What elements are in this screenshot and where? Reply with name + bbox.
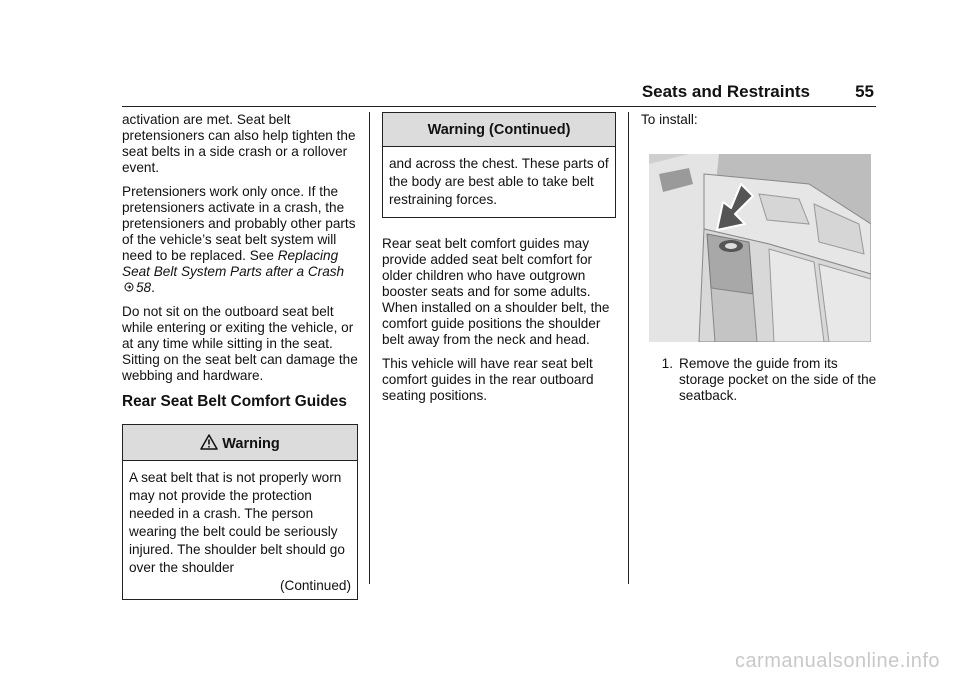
warning-title: Warning (Continued)	[427, 122, 571, 138]
warning-body	[383, 147, 615, 217]
warning-header	[383, 113, 615, 147]
step-number: 1.	[661, 356, 673, 371]
column-divider	[628, 112, 629, 584]
paragraph: This vehicle will have rear seat belt comfort guides in the rear outboard seating positions.	[382, 356, 594, 403]
warning-body	[123, 461, 357, 599]
warning-text: and across the chest. These parts of the body are best able to take belt restraining forces.	[389, 156, 609, 207]
section-title: Rear Seat Belt Comfort Guides	[122, 393, 347, 410]
warning-triangle-icon	[200, 434, 218, 450]
warning-box	[122, 424, 358, 600]
page-header	[122, 80, 876, 107]
continued-label: (Continued)	[279, 578, 351, 593]
step-1	[641, 356, 877, 404]
xref-arrow-icon	[124, 282, 134, 292]
warning-header	[123, 425, 357, 461]
warning-box-continued	[382, 112, 616, 218]
paragraph-text: Pretensioners work only once. If the pretensioners activate in a crash, the pretensioners and probably other parts of the vehicle’s seat belt system will need to be replaced. See	[122, 184, 356, 263]
paragraph	[122, 184, 358, 296]
paragraph: Rear seat belt comfort guides may provide added seat belt comfort for older children who have outgrown booster seats and for some adults. When installed on a shoulder belt, the comfort guide positions the shoulder belt away from the neck and head.	[382, 236, 610, 347]
step-text: Remove the guide from its storage pocket on the side of the seatback.	[679, 356, 877, 403]
seat-comfort-guide-illustration	[649, 154, 871, 342]
watermark[interactable]: carmanualsonline.info	[734, 650, 940, 672]
paragraph: Do not sit on the outboard seat belt while entering or exiting the vehicle, or at any time while sitting in the seat. Sitting on the seat belt can damage the webbing and hardware.	[122, 304, 358, 383]
intro-text: To install:	[641, 112, 698, 127]
column-3	[641, 112, 877, 404]
section-header-title: Seats and Restraints	[641, 82, 810, 101]
column-2	[382, 112, 616, 412]
cross-reference-link[interactable]: Replacing Seat Belt System Parts after a Crash	[122, 248, 345, 279]
punctuation: .	[151, 280, 155, 295]
page-number: 55	[855, 82, 874, 101]
warning-text: A seat belt that is not properly worn may not provide the protection needed in a crash. The person wearing the belt could be seriously injured. The shoulder belt should go over the shoulder	[129, 470, 345, 575]
warning-title: Warning	[222, 436, 280, 452]
column-1	[122, 112, 358, 600]
cross-reference-page[interactable]: 58	[136, 280, 152, 295]
column-divider	[369, 112, 370, 584]
paragraph: activation are met. Seat belt pretensioners can also help tighten the seat belts in a side crash or a rollover event.	[122, 112, 356, 175]
